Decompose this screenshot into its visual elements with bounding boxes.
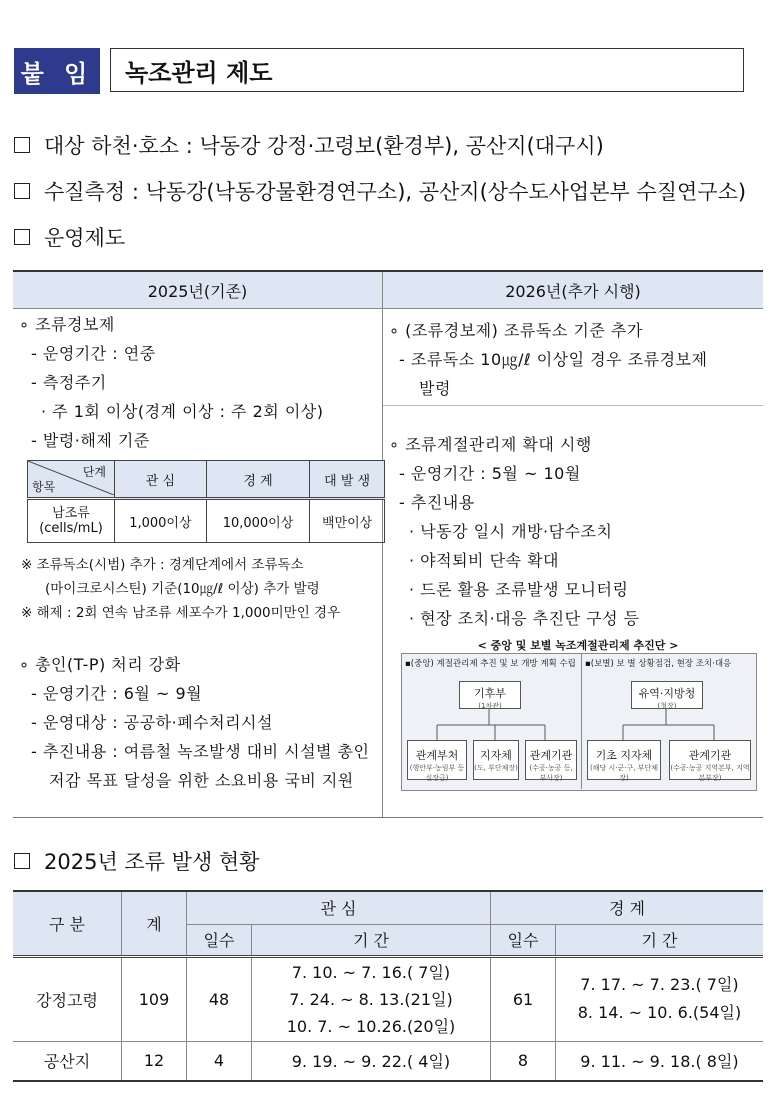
- header-watch: 관 심: [187, 891, 491, 924]
- attachment-tag: 붙 임: [14, 48, 100, 94]
- node-sub: (수공·농공 등, 부사장): [529, 764, 573, 782]
- diagram-title: < 중앙 및 보별 녹조계절관리제 추진단 >: [477, 639, 679, 652]
- status-table: [13, 890, 763, 1082]
- row-label-unit: (cells/mL): [39, 521, 103, 536]
- right-divider: [383, 405, 763, 406]
- operation-table: [13, 270, 763, 818]
- right-line: · 드론 활용 조류발생 모니터링: [409, 580, 629, 599]
- node-ministries: [407, 740, 467, 780]
- header-watch-days: 일수: [187, 924, 252, 956]
- header-alert: 경 계: [206, 461, 309, 499]
- header-alert-period: 기 간: [556, 924, 764, 956]
- section-toxin-add: ∘ (조류경보제) 조류독소 기준 추가: [389, 321, 643, 340]
- value-outbreak: 백만이상: [310, 499, 385, 543]
- header-outbreak: 대 발 생: [310, 461, 385, 499]
- node-ministry: [459, 681, 521, 709]
- right-line: - 운영기간 : 5월 ~ 10월: [399, 464, 581, 483]
- row-name: 공산지: [13, 1041, 122, 1081]
- bullet-measurement-text: 수질측정 : 낙동강(낙동강물환경연구소), 공산지(상수도사업본부 수질연구소): [44, 180, 747, 204]
- right-line: - 조류독소 10㎍/ℓ 이상일 경우 조류경보제: [399, 350, 708, 369]
- header-watch: 관 심: [115, 461, 207, 499]
- value-alert: 10,000이상: [206, 499, 309, 543]
- checkbox-square-icon: [14, 229, 30, 245]
- row-label-name: 남조류: [52, 506, 90, 521]
- node-agencies: [525, 740, 577, 780]
- value-watch: 1,000이상: [115, 499, 207, 543]
- right-line: - 추진내용: [399, 493, 475, 512]
- left-line: - 추진내용 : 여름철 녹조발생 대비 시설별 총인: [31, 742, 370, 761]
- row-alert-period: [556, 956, 764, 1041]
- section-tp: ∘ 총인(T-P) 처리 강화: [19, 655, 181, 674]
- checkbox-square-icon: [14, 183, 30, 199]
- column-divider: [382, 272, 383, 817]
- node-label: 지자체: [480, 749, 512, 762]
- row-name: 강정고령: [13, 956, 122, 1041]
- corner-top-label: 단계: [82, 465, 106, 479]
- row-watch-days: 48: [187, 956, 252, 1041]
- bullet-target-text: 대상 하천·호소 : 낙동강 강정·고령보(환경부), 공산지(대구시): [44, 134, 604, 158]
- status-heading: 2025년 조류 발생 현황: [44, 850, 260, 874]
- node-sub: (도, 부단체장): [474, 764, 518, 772]
- org-diagram: [401, 637, 755, 789]
- col-header-2026: 2026년(추가 시행): [383, 272, 763, 309]
- table-row: [13, 1041, 763, 1081]
- row-alert-period: 9. 11. ~ 9. 18.( 8일): [556, 1041, 764, 1081]
- note-toxin: ※ 조류독소(시범) 추가 : 경계단계에서 조류독소: [21, 557, 304, 573]
- row-total: 109: [122, 956, 187, 1041]
- node-label: 관계부처: [415, 749, 459, 762]
- node-regional-sub: (청장): [657, 702, 677, 710]
- left-line: - 발령·해제 기준: [31, 431, 150, 450]
- node-ministry-label: 기후부: [474, 687, 506, 700]
- corner-bottom-label: 항목: [32, 480, 56, 494]
- diagram-left-head: ▪(중앙) 계절관리제 추진 및 보 개방 계획 수립: [405, 659, 576, 669]
- col-header-2025: 2025년(기존): [13, 272, 382, 309]
- note-toxin-cont: (마이크로시스틴) 기준(10㎍/ℓ 이상) 추가 발령: [45, 581, 320, 597]
- left-line: - 운영기간 : 6월 ~ 9월: [31, 684, 203, 703]
- left-line: · 주 1회 이상(경계 이상 : 주 2회 이상): [41, 402, 324, 421]
- page-title: 녹조관리 제도: [110, 48, 744, 92]
- row-watch-period: [252, 956, 491, 1041]
- left-line: 저감 목표 달성을 위한 소요비용 국비 지원: [49, 771, 354, 790]
- node-regional-agencies: [669, 740, 751, 780]
- row-alert-days: 8: [491, 1041, 556, 1081]
- node-sub: (행안부·농림부 등 실장급): [409, 764, 465, 782]
- header-total: 계: [122, 891, 187, 956]
- right-line: · 현장 조치·대응 추진단 구성 등: [409, 609, 640, 628]
- header-division: 구 분: [13, 891, 122, 956]
- header-watch-period: 기 간: [252, 924, 491, 956]
- node-regional: [631, 681, 703, 709]
- right-line: 발령: [419, 379, 451, 398]
- section-seasonal: ∘ 조류계절관리제 확대 시행: [389, 435, 592, 454]
- node-label: 관계기관: [529, 749, 573, 762]
- checkbox-square-icon: [14, 137, 30, 153]
- bullet-status: [14, 846, 259, 876]
- period-line: 7. 10. ~ 7. 16.( 7일): [291, 962, 451, 982]
- node-ministry-sub: (1차관): [478, 702, 502, 710]
- node-label: 관계기관: [688, 749, 732, 762]
- node-regional-label: 유역·지방청: [638, 687, 696, 700]
- bullet-measurement: [14, 176, 746, 206]
- node-sub: (수공·농공 지역본부, 지역 본부장): [670, 764, 750, 782]
- left-line: - 운영대상 : 공공하·폐수처리시설: [31, 713, 273, 732]
- alert-criteria-table: [27, 460, 385, 543]
- bullet-target: [14, 130, 604, 160]
- row-watch-days: 4: [187, 1041, 252, 1081]
- bullet-system: [14, 222, 125, 252]
- node-label: 기초 지자체: [595, 749, 653, 762]
- row-label: [28, 499, 115, 543]
- node-local-gov: [473, 740, 519, 780]
- node-basic-gov: [587, 740, 661, 780]
- header-alert-days: 일수: [491, 924, 556, 956]
- right-line: · 낙동강 일시 개방·담수조치: [409, 522, 613, 541]
- period-line: 10. 7. ~ 10.26.(20일): [286, 1016, 456, 1036]
- section-algae-alert: ∘ 조류경보제: [19, 315, 115, 334]
- note-release: ※ 해제 : 2회 연속 남조류 세포수가 1,000미만인 경우: [21, 605, 341, 621]
- diagram-right-head: ▪(보별) 보 별 상황점검, 현장 조치·대응: [585, 659, 732, 669]
- checkbox-square-icon: [14, 853, 30, 869]
- row-total: 12: [122, 1041, 187, 1081]
- period-line: 8. 14. ~ 10. 6.(54일): [577, 1003, 742, 1022]
- left-line: - 측정주기: [31, 373, 107, 392]
- period-line: 7. 17. ~ 7. 23.( 7일): [580, 975, 739, 994]
- node-sub: (해당 시·군·구, 부단체장): [590, 764, 658, 782]
- row-watch-period: 9. 19. ~ 9. 22.( 4일): [252, 1041, 491, 1081]
- left-line: - 운영기간 : 연중: [31, 344, 156, 363]
- period-line: 7. 24. ~ 8. 13.(21일): [289, 989, 453, 1009]
- bullet-system-text: 운영제도: [44, 226, 126, 250]
- table-row: [13, 956, 763, 1041]
- row-alert-days: 61: [491, 956, 556, 1041]
- corner-cell: [28, 461, 115, 499]
- right-line: · 야적퇴비 단속 확대: [409, 551, 559, 570]
- header-alert: 경 계: [491, 891, 764, 924]
